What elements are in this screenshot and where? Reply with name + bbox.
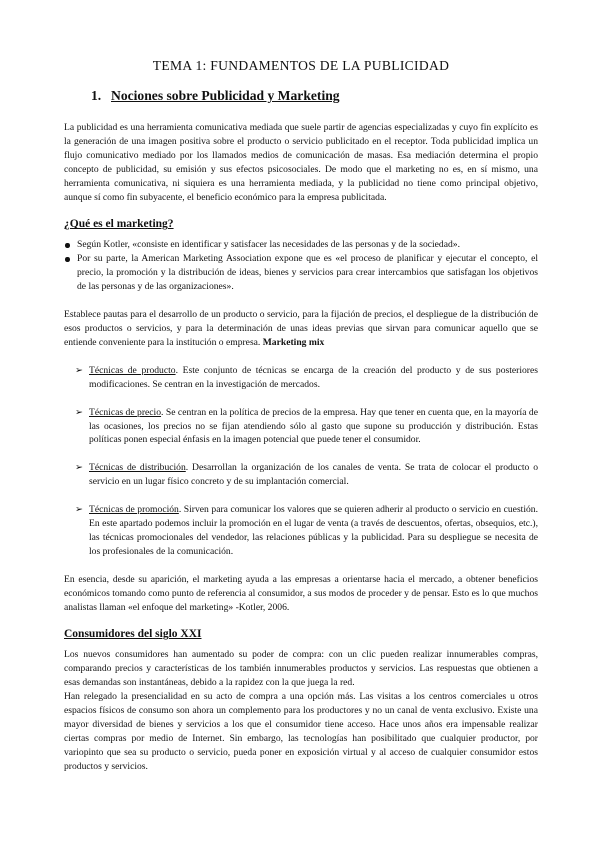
mix-term: Técnicas de promoción — [89, 504, 179, 516]
arrow-bullet-icon: ➢ — [75, 364, 83, 376]
list-item — [76, 364, 538, 392]
marketing-mix-label: Marketing mix — [262, 336, 325, 348]
consumers-paragraph-2: Han relegado la presencialidad en su acto de compra a una opción más. Las visitas a los centros comerciales u otros espacios físicos de consumo son ahora un complemento para los productores y no un canal de venta exclusivo. Existe una mayor diversidad de bienes y servicios a los que el consumidor tiene acceso. Hace unos años era impensable realizar ciertas compras por medio de Internet. Sin embargo, las tecnologías han posibilitado que cualquier productor, por variopinto que sea su producto o servicio, pueda poner en exposición virtual y al acceso de cualquier consumidor estos productos y servicios. — [64, 691, 538, 772]
mix-text: . Este conjunto de técnicas se encarga de la creación del producto y de sus posteriores modificaciones. Se centran en la investigación de mercados. — [89, 364, 538, 390]
definitions-list — [64, 238, 538, 294]
conclusion-paragraph: En esencia, desde su aparición, el marketing ayuda a las empresas a orientarse hacia el mercado, a obtener beneficios económicos tomando como punto de referencia al consumidor, a sus modos de proceder y de pensar. Esto es lo que muchos analistas llaman «el enfoque del marketing» -Kotler, 2006. — [64, 573, 538, 613]
list-item — [76, 406, 538, 448]
list-item — [76, 503, 538, 559]
marketing-mix-list — [76, 364, 538, 559]
consumers-paragraph-1: Los nuevos consumidores han aumentado su poder de compra: con un clic pueden realizar innumerables compras, comparando precios y características de los también innumerables productos y servicios. Las respuestas que obtienen a esas demandas son instantáneas, debido a la rapidez con la que juega la red. — [64, 649, 538, 689]
list-item — [64, 238, 538, 252]
bullet-icon — [65, 243, 70, 248]
marketing-paragraph — [64, 308, 538, 350]
section-heading — [91, 88, 538, 104]
section-number: 1. — [91, 88, 102, 103]
mix-text: . Se centran en la política de precios de la empresa. Hay que tener en cuenta que, en la mayoría de las ocasiones, los precios no se fijan atendiendo sólo al gasto que supone su producción y distribución. Estas políticas ponen especial énfasis en la imagen potencial que puede tener el consumidor. — [89, 406, 538, 446]
arrow-bullet-icon: ➢ — [75, 406, 83, 418]
mix-term: Técnicas de distribución — [89, 462, 186, 474]
document-title: TEMA 1: FUNDAMENTOS DE LA PUBLICIDAD — [152, 58, 450, 73]
mix-text: . Sirven para comunicar los valores que se quieren adherir al producto o servicio en cuestión. En este apartado podemos incluir la promoción en el lugar de venta (a través de descuentos, ofertas, obsequios, etc.), las técnicas promocionales del vendedor, las relaciones públicas y la publicidad. Para su despliegue se necesita de los profesionales de la comunicación. — [89, 504, 538, 557]
section-title: Nociones sobre Publicidad y Marketing — [111, 88, 340, 103]
bullet-text: Según Kotler, «consiste en identificar y satisfacer las necesidades de las personas y de la sociedad». — [77, 239, 460, 251]
marketing-heading: ¿Qué es el marketing? — [64, 218, 174, 231]
arrow-bullet-icon: ➢ — [75, 504, 83, 516]
intro-paragraph: La publicidad es una herramienta comunicativa mediada que suele partir de agencias especializadas y cuyo fin explícito es la generación de una imagen positiva sobre el producto o servicio publicitado en el receptor. Toda publicidad implica un flujo comunicativo mediado por los llamados medios de comunicación de masas. Esa mediación determina el propio concepto de publicidad, su emisión y sus efectos psicosociales. De modo que el marketing no es, en sí mismo, una herramienta comunicativa, ni siquiera es una herramienta mediada, y la publicidad no tiene como principal objetivo, aunque sí como fin subyacente, el beneficio económico para la empresa publicitada. — [64, 122, 538, 203]
marketing-paragraph-text: Establece pautas para el desarrollo de un producto o servicio, para la fijación de precios, el despliegue de la distribución de esos productos o servicios, y para la determinación de unas ideas previas que sirvan para comunicar aquello que se entiende conveniente para la institución o empresa. — [64, 309, 538, 348]
consumers-heading: Consumidores del siglo XXI — [64, 628, 202, 641]
bullet-text: Por su parte, la American Marketing Association expone que es «el proceso de planificar y ejecutar el concepto, el precio, la promoción y la distribución de ideas, bienes y servicios para crear intercambios que satisfagan los objetivos de las personas y de las organizaciones». — [77, 253, 538, 293]
bullet-icon — [65, 257, 70, 262]
list-item — [76, 461, 538, 489]
mix-term: Técnicas de precio — [89, 406, 162, 418]
arrow-bullet-icon: ➢ — [75, 462, 83, 474]
list-item — [64, 252, 538, 294]
mix-text: . Desarrollan la organización de los canales de venta. Se trata de colocar el producto o servicio en un lugar físico concreto y de su implantación comercial. — [89, 462, 538, 488]
mix-term: Técnicas de producto — [89, 364, 176, 376]
